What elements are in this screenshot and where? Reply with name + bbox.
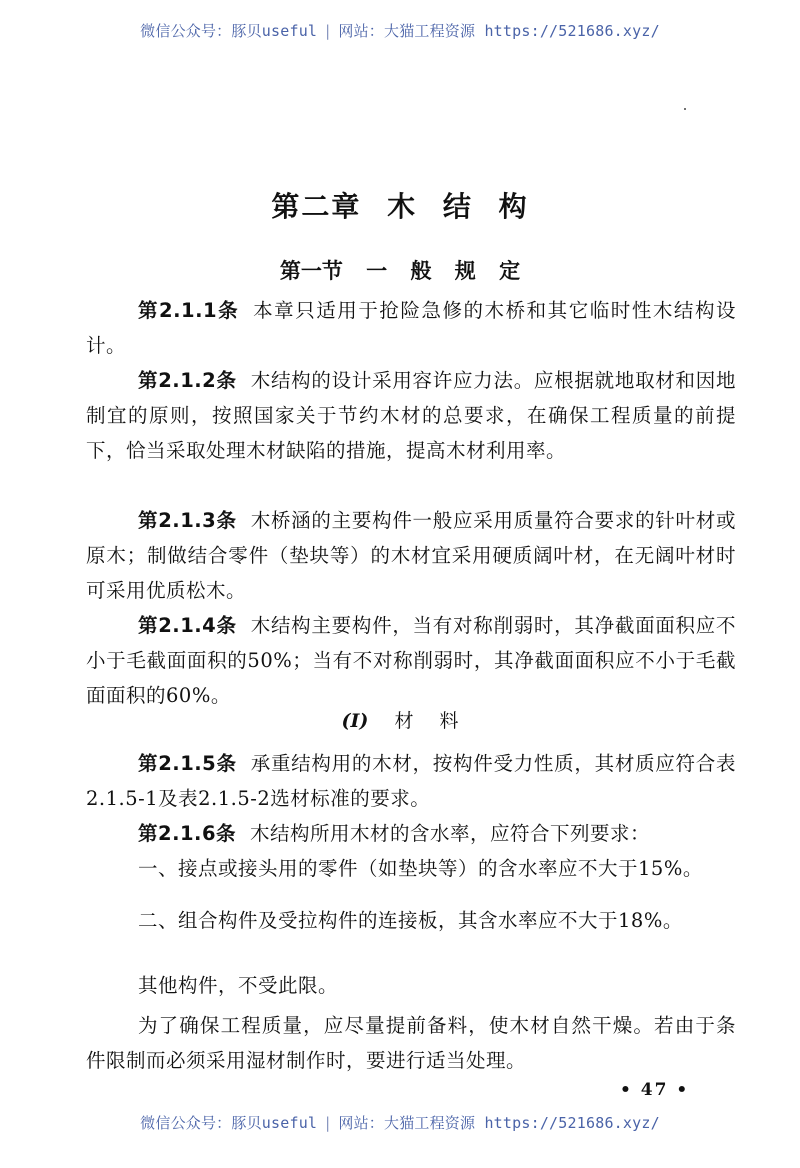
watermark-separator: | [323,22,333,40]
clause-text: 木桥涵的主要构件一般应采用质量符合要求的针叶材或原木；制做结合零件（垫块等）的木材宜采用硬质阔叶材，在无阔叶材时可采用优质松木。 [86,509,736,602]
clause-2-1-1 [86,293,736,363]
clause-number: 第2.1.5条 [138,752,237,775]
watermark-account: 微信公众号：豚贝useful [140,1114,318,1132]
clause-number: 第2.1.4条 [138,614,237,637]
scan-speck [684,108,686,110]
clause-text: 承重结构用的木材，按构件受力性质，其材质应符合表2.1.5-1及表2.1.5-2选材标准的要求。 [86,752,736,810]
requirement-2: 二、组合构件及受拉构件的连接板，其含水率应不大于18%。 [138,909,683,932]
watermark-account: 微信公众号：豚贝useful [140,22,318,40]
requirement-1: 一、接点或接头用的零件（如垫块等）的含水率应不大于15%。 [138,857,703,880]
clause-2-1-4 [86,608,736,713]
watermark-website: 网站：大猫工程资源 https://521686.xyz/ [338,1114,660,1132]
clause-text: 本章只适用于抢险急修的木桥和其它临时性木结构设计。 [86,299,736,357]
chapter-title: 第二章 木 结 构 [271,190,529,223]
watermark-top [0,20,800,41]
clause-text: 木结构的设计采用容许应力法。应根据就地取材和因地制宜的原则，按照国家关于节约木材的总要求，在确保工程质量的前提下，恰当采取处理木材缺陷的措施，提高木材利用率。 [86,369,736,462]
section-title: 第一节 一 般 规 定 [279,259,521,283]
clause-2-1-3 [86,503,736,608]
requirement-note: 其他构件，不受此限。 [138,974,339,997]
clause-number: 第2.1.6条 [138,822,237,845]
page-number: • 47 • [620,1080,690,1100]
clause-2-1-2 [86,363,736,468]
clause-2-1-6 [86,816,736,851]
watermark-website: 网站：大猫工程资源 https://521686.xyz/ [338,22,660,40]
clause-number: 第2.1.1条 [138,299,240,322]
requirement-closing: 为了确保工程质量，应尽量提前备料，使木材自然干燥。若由于条件限制而必须采用湿材制作时，要进行适当处理。 [86,1014,736,1072]
clause-2-1-5 [86,746,736,816]
clause-text: 木结构主要构件，当有对称削弱时，其净截面面积应不小于毛截面面积的50%；当有不对称削弱时，其净截面面积应不小于毛截面面积的60%。 [86,614,736,707]
subsection-title [0,706,800,733]
clause-number: 第2.1.3条 [138,509,237,532]
subsection-roman: (I) [341,710,369,732]
clause-number: 第2.1.2条 [138,369,237,392]
subsection-label: 材 料 [394,710,459,732]
watermark-separator: | [323,1114,333,1132]
watermark-bottom [0,1112,800,1133]
clause-text: 木结构所用木材的含水率，应符合下列要求： [250,822,651,845]
